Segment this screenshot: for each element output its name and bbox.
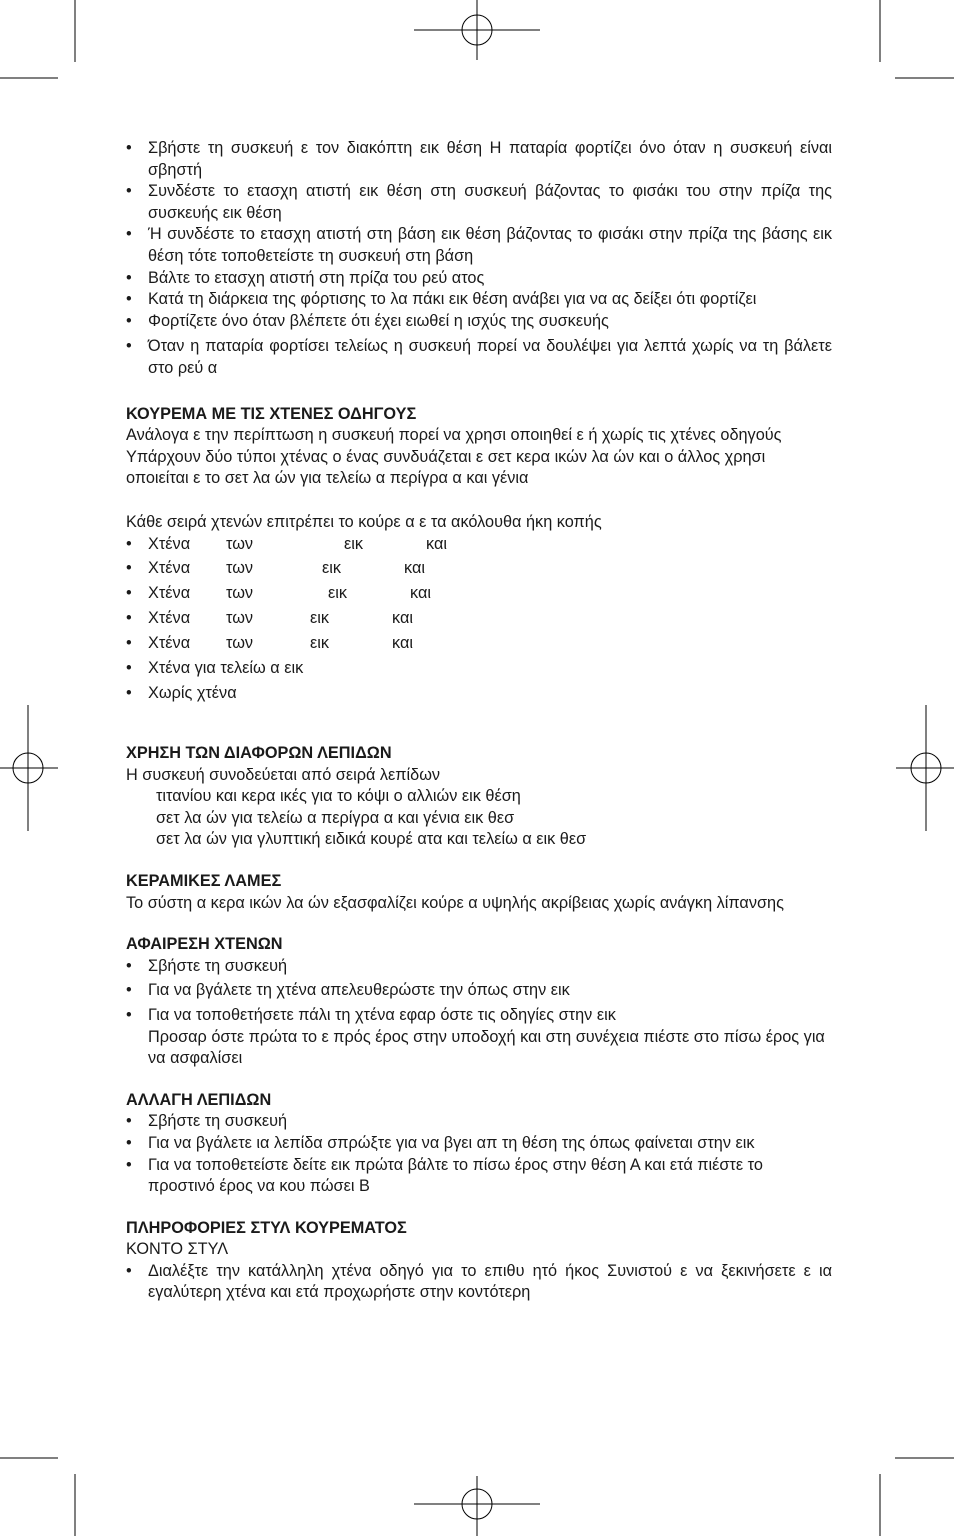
comb-list	[126, 534, 832, 706]
guide-combs-section	[126, 404, 832, 705]
list-item: • Ή συνδέστε το ετασχη ατιστή στη βάση εικ θέση βάζοντας το φισάκι στην πρίζα της βάσης εικ θέση τότε τοποθετείστε τη συσκευή στη βάση	[126, 224, 832, 267]
section-intro: Κάθε σειρά χτενών επιτρέπει το κούρε α ε τα ακόλουθα ήκη κοπής	[126, 512, 602, 531]
comb-and: και	[404, 559, 425, 578]
list-item: • Χωρίς χτένα	[126, 683, 832, 705]
list-item	[126, 608, 832, 630]
list-item: • Συνδέστε το ετασχη ατιστή εικ θέση στη συσκευή βάζοντας το φισάκι του στην πρίζα της συσκευής εικ θέση	[126, 181, 832, 224]
list-item	[126, 633, 832, 655]
list-item: • Για να βγάλετε τη χτένα απελευθερώστε την όπως στην εικ	[126, 980, 832, 1002]
comb-text: των	[226, 559, 254, 578]
list-item: • Βάλτε το ετασχη ατιστή στη πρίζα του ρεύ ατος	[126, 268, 832, 290]
section-heading: ΠΛΗΡΟΦΟΡΙΕΣ ΣΤΥΛ ΚΟΥΡΕΜΑΤΟΣ	[126, 1218, 407, 1237]
list-item: • Φορτίζετε όνο όταν βλέπετε ότι έχει ειωθεί η ισχύς της συσκευής	[126, 311, 832, 333]
remove-combs-section	[126, 934, 832, 1070]
comb-fig: εικ	[310, 634, 330, 653]
page-content	[126, 138, 832, 1304]
section-heading: ΑΛΛΑΓΗ ΛΕΠΙΔΩΝ	[126, 1090, 272, 1109]
list-item	[126, 558, 832, 580]
registration-mark-right	[896, 705, 954, 831]
blade-line: σετ λα ών για τελείω α περίγρα α και γένια εικ θεσ	[156, 808, 515, 827]
ceramic-section	[126, 871, 832, 914]
blade-line: σετ λα ών για γλυπτική ειδικά κουρέ ατα και τελείω α εικ θεσ	[156, 830, 587, 849]
comb-fig: εικ	[310, 609, 330, 628]
subheading: ΚΟΝΤΟ ΣΤΥΛ	[126, 1240, 229, 1259]
comb-label: Χτένα	[148, 534, 191, 553]
comb-label: Χτένα	[148, 609, 191, 628]
list-item	[126, 583, 832, 605]
section-paragraph: Το σύστη α κερα ικών λα ών εξασφαλίζει κούρε α υψηλής ακρίβειας χωρίς ανάγκη λίπανσης	[126, 893, 784, 912]
comb-and: και	[426, 534, 447, 553]
section-heading: ΧΡΗΣΗ ΤΩΝ ΔΙΑΦΟΡΩΝ ΛΕΠΙΔΩΝ	[126, 744, 392, 762]
registration-mark-left	[0, 705, 58, 831]
change-blades-list	[126, 1111, 832, 1197]
list-item: • Όταν η παταρία φορτίσει τελείως η συσκευή πορεί να δουλέψει για λεπτά χωρίς να τη βάλετε στο ρεύ α	[126, 336, 832, 379]
comb-text: των	[226, 584, 254, 603]
comb-and: και	[392, 634, 413, 653]
comb-fig: εικ	[322, 559, 342, 578]
comb-and: και	[392, 609, 413, 628]
comb-fig: εικ	[328, 584, 348, 603]
section-heading: ΚΟΥΡΕΜΑ ΜΕ ΤΙΣ ΧΤΕΝΕΣ ΟΔΗΓΟΥΣ	[126, 404, 417, 423]
section-heading: ΑΦΑΙΡΕΣΗ ΧΤΕΝΩΝ	[126, 935, 283, 954]
list-item: • Για να βγάλετε ια λεπίδα σπρώξτε για να βγει απ τη θέση της όπως φαίνεται στην εικ	[126, 1133, 832, 1155]
comb-text: των	[226, 534, 254, 553]
comb-and: και	[410, 584, 431, 603]
list-item: • Διαλέξτε την κατάλληλη χτένα οδηγό για το επιθυ ητό ήκος Συνιστού ε να ξεκινήσετε ε ια εγαλύτερη χτένα και ετά προχωρήστε στην κοντότερη	[126, 1261, 832, 1304]
change-blades-section	[126, 1090, 832, 1198]
style-list	[126, 1261, 832, 1304]
comb-text: των	[226, 609, 254, 628]
comb-label: Χτένα	[148, 634, 191, 653]
blade-line: τιτανίου και κερα ικές για το κόψι ο αλλιών εικ θέση	[156, 787, 521, 806]
section-paragraph: Ανάλογα ε την περίπτωση η συσκευή πορεί να χρησι οποιηθεί ε ή χωρίς τις χτένες οδηγούς Υπάρχουν δύο τύποι χτένας ο ένας συνδυάζεται ε σετ κερα ικών λα ών και ο άλλος χρησι οποιείται ε το σετ λα ών για τελείω α περίγρα α και γένια	[126, 426, 782, 488]
list-item: • Σβήστε τη συσκευή	[126, 956, 832, 978]
continuation-text: Προσαρ όστε πρώτα το ε πρός έρος στην υποδοχή και στη συνέχεια πιέστε στο πίσω έρος για να ασφαλίσει	[148, 1027, 825, 1068]
list-item: • Κατά τη διάρκεια της φόρτισης το λα πάκι εικ θέση ανάβει για να ας δείξει ότι φορτίζει	[126, 289, 832, 311]
comb-label: Χτένα	[148, 584, 191, 603]
registration-mark-bottom	[414, 1476, 540, 1536]
blades-section	[126, 743, 832, 851]
list-item: • Σβήστε τη συσκευή	[126, 1111, 832, 1133]
style-info-section	[126, 1218, 832, 1304]
comb-text: των	[226, 634, 254, 653]
charging-instructions	[126, 138, 832, 380]
registration-mark-top	[414, 0, 540, 60]
list-item: • Για να τοποθετήσετε πάλι τη χτένα εφαρ όστε τις οδηγίες στην εικ	[126, 1005, 832, 1027]
remove-combs-list	[126, 956, 832, 1027]
comb-label: Χτένα	[148, 559, 191, 578]
comb-fig: εικ	[344, 534, 364, 553]
list-item: • Για να τοποθετείστε δείτε εικ πρώτα βάλτε το πίσω έρος στην θέση Α και ετά πιέστε το προστινό έρος να κου πώσει Β	[126, 1155, 832, 1198]
section-intro: Η συσκευή συνοδεύεται από σειρά λεπίδων	[126, 765, 441, 784]
list-item: • Σβήστε τη συσκευή ε τον διακόπτη εικ θέση Η παταρία φορτίζει όνο όταν η συσκευή είναι σβηστή	[126, 138, 832, 181]
section-heading: ΚΕΡΑΜΙΚΕΣ ΛΑΜΕΣ	[126, 871, 282, 890]
list-item	[126, 534, 832, 556]
list-item: • Χτένα για τελείω α εικ	[126, 658, 832, 680]
